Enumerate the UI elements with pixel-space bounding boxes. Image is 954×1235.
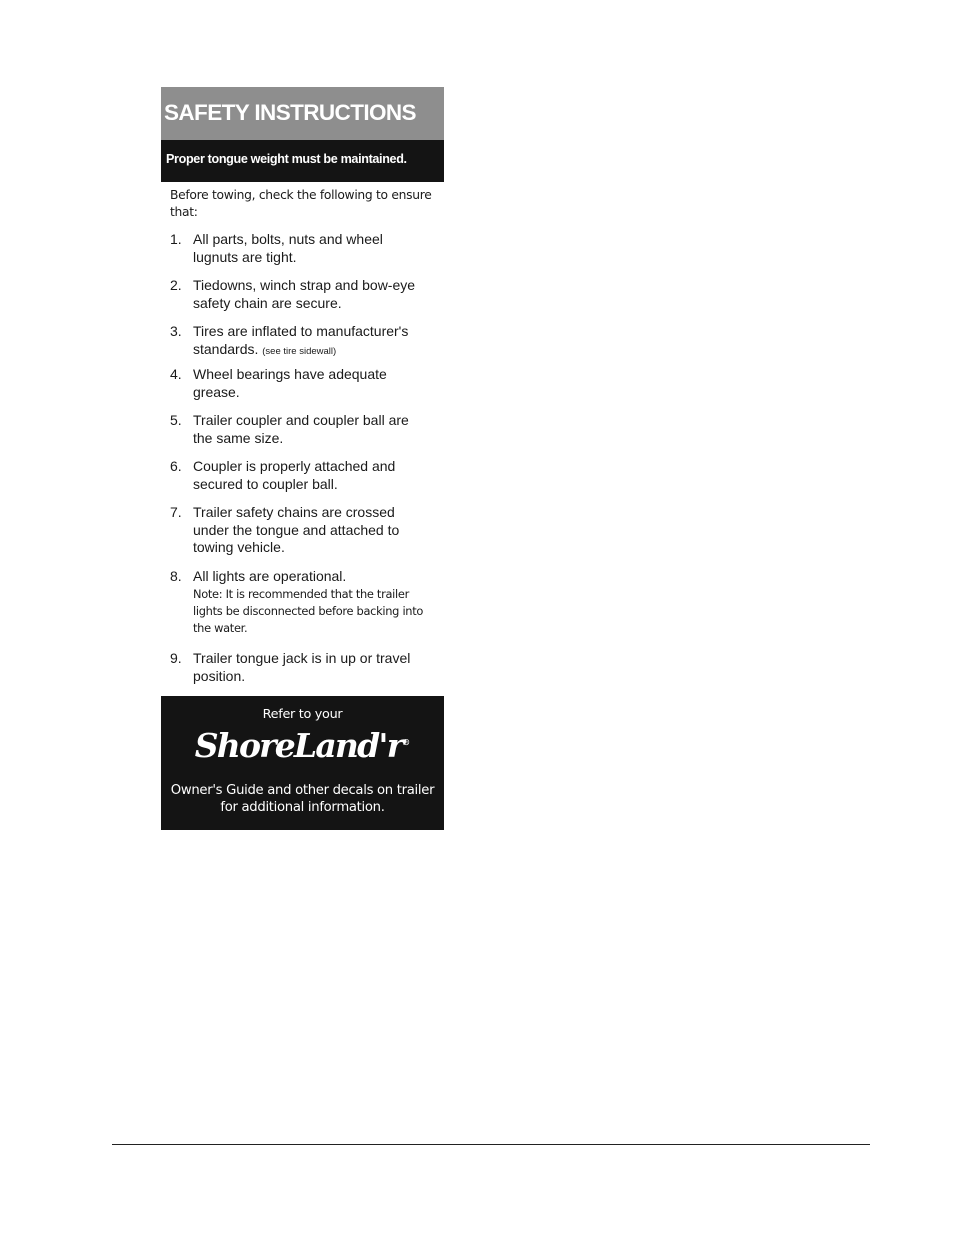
title-band: [161, 87, 444, 140]
guide-text: Owner's Guide and other decals on trailer for additional information.: [170, 783, 435, 815]
item-text: Tiedowns, winch strap and bow-eye safety chain are secure.: [193, 277, 416, 311]
item-number: 1.: [170, 231, 182, 247]
item-number: 6.: [170, 458, 182, 474]
item-text: Trailer coupler and coupler ball are the same size.: [193, 412, 409, 446]
footer-panel: [161, 696, 444, 830]
item-number: 4.: [170, 366, 182, 382]
checklist-item: [170, 412, 442, 447]
item-note: Note: It is recommended that the trailer lights be disconnected before backing into the water.: [193, 586, 424, 635]
checklist-item: [170, 323, 442, 360]
item-text: Coupler is properly attached and secured to coupler ball.: [193, 458, 396, 492]
item-text: All parts, bolts, nuts and wheel lugnuts are tight.: [193, 231, 383, 265]
item-number: 3.: [170, 323, 182, 339]
item-number: 7.: [170, 504, 182, 520]
checklist-item: [170, 568, 442, 637]
checklist-item: [170, 458, 442, 493]
safety-decal: [161, 87, 444, 830]
item-number: 9.: [170, 650, 182, 666]
checklist-item: [170, 231, 442, 266]
item-text: Tires are inflated to manufacturer's standards.: [193, 323, 409, 357]
decal-title: SAFETY INSTRUCTIONS: [164, 100, 416, 125]
registered-mark: ®: [402, 737, 411, 747]
item-hint: (see tire sidewall): [262, 345, 337, 357]
decal-subtitle: Proper tongue weight must be maintained.: [166, 152, 407, 166]
checklist-item: [170, 504, 442, 557]
item-number: 8.: [170, 568, 182, 584]
page-footer-rule: [112, 1144, 870, 1145]
item-text: All lights are operational.: [193, 568, 347, 584]
item-number: 5.: [170, 412, 182, 428]
item-text: Wheel bearings have adequate grease.: [193, 366, 387, 400]
checklist-item: [170, 277, 442, 312]
item-text: Trailer safety chains are crossed under the tongue and attached to towing vehicle.: [193, 504, 400, 555]
item-text: Trailer tongue jack is in up or travel position.: [193, 650, 411, 684]
subtitle-band: [161, 140, 444, 182]
brand-logo-text: ShoreLand'r: [194, 726, 403, 765]
item-number: 2.: [170, 277, 182, 293]
checklist-item: [170, 650, 442, 685]
intro-text: Before towing, check the following to ensure that:: [170, 188, 432, 219]
refer-text: Refer to your: [262, 707, 343, 722]
brand-logo: [161, 726, 444, 765]
checklist-item: [170, 366, 442, 401]
